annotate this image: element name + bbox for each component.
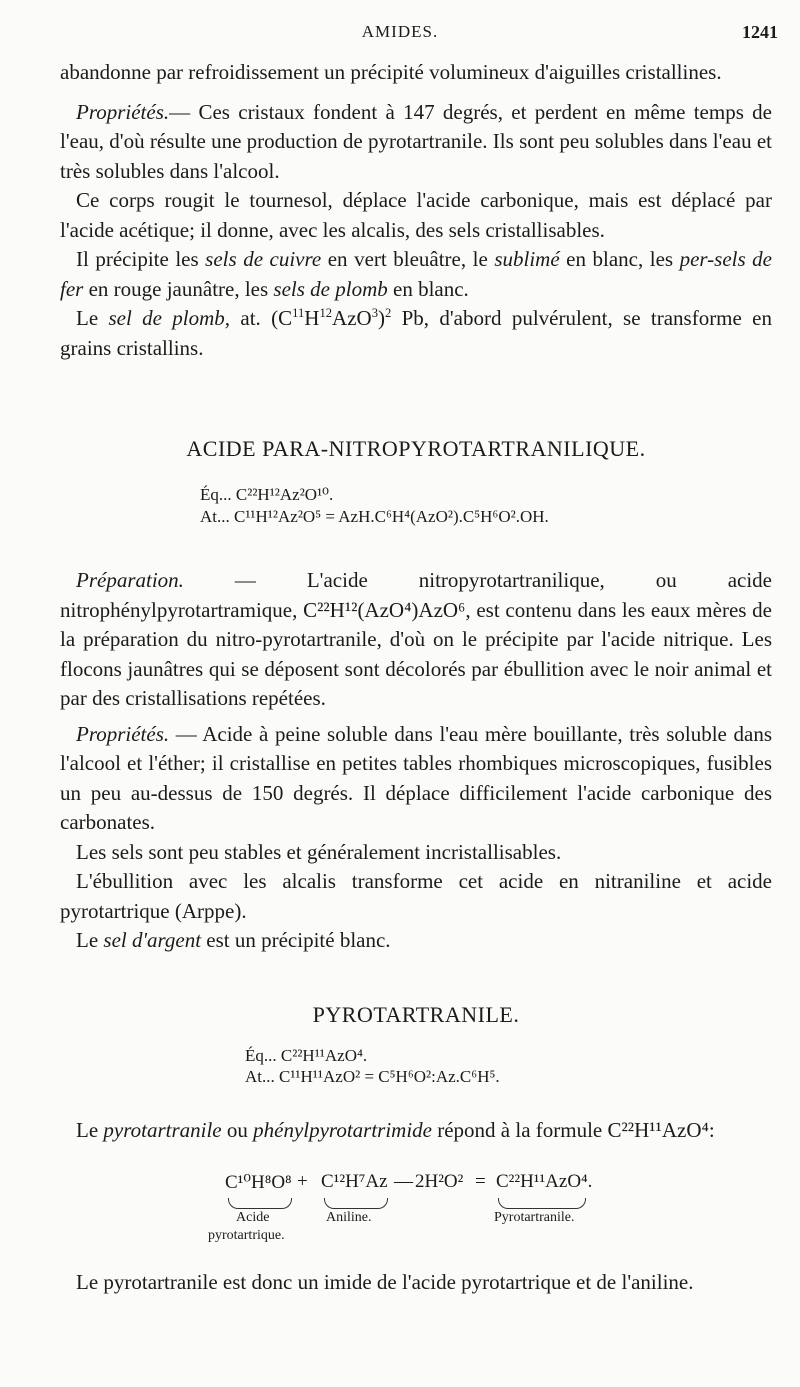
precipite-text-1: Il précipite les <box>76 247 206 271</box>
pyro-intro-em-1: pyrotartranile <box>103 1118 222 1142</box>
equivalent-formula-nitro <box>200 485 333 505</box>
plomb-text-4: AzO <box>332 306 372 330</box>
at-label: At... <box>200 507 234 526</box>
at-label-2: At... <box>245 1067 279 1086</box>
plomb-text-6: Pb, d'abord pulvérulent, se transforme en grains cristallins. <box>60 306 772 360</box>
nitro-properties-text: — Acide à peine soluble dans l'eau mère bouillante, très soluble dans l'alcool et l'éther; il cristallise en petites tables rhombiques microscopiques, fusibles un peu au-dessus de 150 degrés. Il déplace difficilement l'acide carbonique des carbonates. <box>60 721 772 834</box>
precipite-text-5: en blanc. <box>387 276 469 301</box>
reaction-equals: = <box>475 1171 486 1192</box>
precipite-em-2: sublimé <box>494 247 560 271</box>
sels-paragraph: Les sels sont peu stables et généralement incristallisables. <box>76 839 562 864</box>
equivalent-formula-pyro <box>245 1046 367 1066</box>
plomb-text-1: Le <box>76 306 109 330</box>
reaction-term-aniline: C¹²H⁷Az <box>321 1171 388 1192</box>
plomb-paragraph <box>60 304 772 363</box>
preparation-paragraph <box>60 566 772 714</box>
plomb-sup-3: 3 <box>371 305 378 320</box>
label-aniline: Aniline. <box>326 1210 372 1225</box>
precipite-text-3: en blanc, les <box>559 247 680 271</box>
atomic-formula-nitro <box>200 507 549 527</box>
pyro-intro-block <box>60 1116 772 1146</box>
reaction-minus: — <box>394 1171 413 1192</box>
intro-paragraph: abandonne par refroidissement un précipité volumineux d'aiguilles cristallines. <box>60 60 722 84</box>
precipite-text-4: en rouge jaunâtre, les <box>83 276 274 301</box>
at-formula: C¹¹H¹²Az²O⁵ = AzH.C⁶H⁴(AzO²).C⁵H⁶O².OH. <box>234 507 549 526</box>
plomb-text-3: H <box>304 306 320 330</box>
precipite-em-3: per-sels de fer <box>60 247 772 301</box>
at-formula-2: C¹¹H¹¹AzO² = C⁵H⁶O²:Az.C⁶H⁵. <box>279 1067 500 1086</box>
tournesol-paragraph: Ce corps rougit le tournesol, déplace l'acide carbonique, mais est déplacé par l'acide acétique; il donne, avec les alcalis, des sels cristallisables. <box>60 188 772 242</box>
pyro-intro-text-2: ou <box>221 1118 254 1142</box>
reaction-term-acid: C¹⁰H⁸O⁸ <box>225 1172 292 1193</box>
preparation-lead: Préparation. <box>76 568 184 592</box>
argent-em: sel d'argent <box>103 928 202 952</box>
eq-label: Éq... <box>200 485 236 504</box>
ebullition-paragraph: L'ébullition avec les alcalis transforme cet acide en nitraniline et acide pyrotartrique (Arppe). <box>60 869 772 923</box>
reaction-term-product: C²²H¹¹AzO⁴. <box>496 1171 593 1192</box>
nitro-properties-lead: Propriétés. <box>76 721 170 746</box>
plomb-sup-4: 2 <box>385 305 392 320</box>
precipite-em-4: sels de plomb <box>273 276 388 301</box>
properties-paragraph <box>60 98 772 187</box>
running-title: AMIDES. <box>361 22 439 41</box>
label-pyrotartrique: pyrotartrique. <box>208 1228 285 1243</box>
pyro-intro-text-1: Le <box>76 1118 104 1142</box>
plomb-em: sel de plomb, <box>108 306 231 330</box>
properties-lead: Propriétés. <box>76 99 170 124</box>
brace-aniline <box>324 1198 388 1209</box>
argent-paragraph <box>60 926 772 956</box>
section-title-nitro: ACIDE PARA-NITROPYROTARTRANILIQUE. <box>186 436 646 461</box>
eq-formula: C²²H¹²Az²O¹⁰. <box>235 485 334 504</box>
plomb-text-5: ) <box>378 306 385 330</box>
conclusion-block <box>60 1268 772 1298</box>
label-pyrotartranile: Pyrotartranile. <box>494 1210 575 1225</box>
precipite-em-1: sels de cuivre <box>205 247 322 271</box>
pyro-intro-em-2: phénylpyrotartrimide <box>253 1118 432 1142</box>
precipite-text-2: en vert bleuâtre, le <box>321 247 495 271</box>
plomb-sup-1: 11 <box>292 305 305 320</box>
reaction-term-water: 2H²O² <box>415 1171 464 1192</box>
plomb-text-2: at. (C <box>230 306 293 330</box>
properties-text: — Ces cristaux fondent à 147 degrés, et perdent en même temps de l'eau, d'où résulte une production de pyrotartranile. Ils sont peu solubles dans l'eau et très solubles dans l'alcool. <box>60 99 772 183</box>
eq-formula-2: C²²H¹¹AzO⁴. <box>280 1046 368 1065</box>
page-number: 1241 <box>742 22 778 42</box>
plomb-sup-2: 12 <box>319 305 333 320</box>
pyro-intro-text-3: répond à la formule C²²H¹¹AzO⁴: <box>431 1118 715 1142</box>
top-text-block <box>60 58 772 363</box>
label-acide: Acide <box>236 1210 270 1225</box>
section-title-pyrotartranile: PYROTARTRANILE. <box>312 1002 520 1027</box>
brace-product <box>498 1198 586 1209</box>
conclusion-paragraph: Le pyrotartranile est donc un imide de l'acide pyrotartrique et de l'aniline. <box>76 1270 694 1294</box>
nitro-text-block <box>60 566 772 956</box>
precipite-paragraph <box>60 245 772 304</box>
eq-label-2: Éq... <box>245 1046 281 1065</box>
page-header <box>0 22 800 46</box>
preparation-text: — L'acide nitropyrotartranilique, ou acide nitrophénylpyrotartramique, C²²H¹²(AzO⁴)AzO⁶, est contenu dans les eaux mères de la préparation du nitro-pyrotartranile, d'où on le précipite par l'acide nitrique. Les flocons jaunâtres qui se déposent sont décolorés par ébullition avec le noir animal et par des cristallisations repétées. <box>60 568 772 710</box>
brace-acid <box>228 1198 292 1209</box>
reaction-plus: + <box>297 1171 308 1192</box>
nitro-properties-paragraph <box>60 720 772 838</box>
atomic-formula-pyro <box>245 1067 500 1087</box>
pyro-intro-paragraph <box>60 1116 772 1146</box>
argent-text-2: est un précipité blanc. <box>201 928 391 952</box>
argent-text-1: Le <box>76 928 104 952</box>
